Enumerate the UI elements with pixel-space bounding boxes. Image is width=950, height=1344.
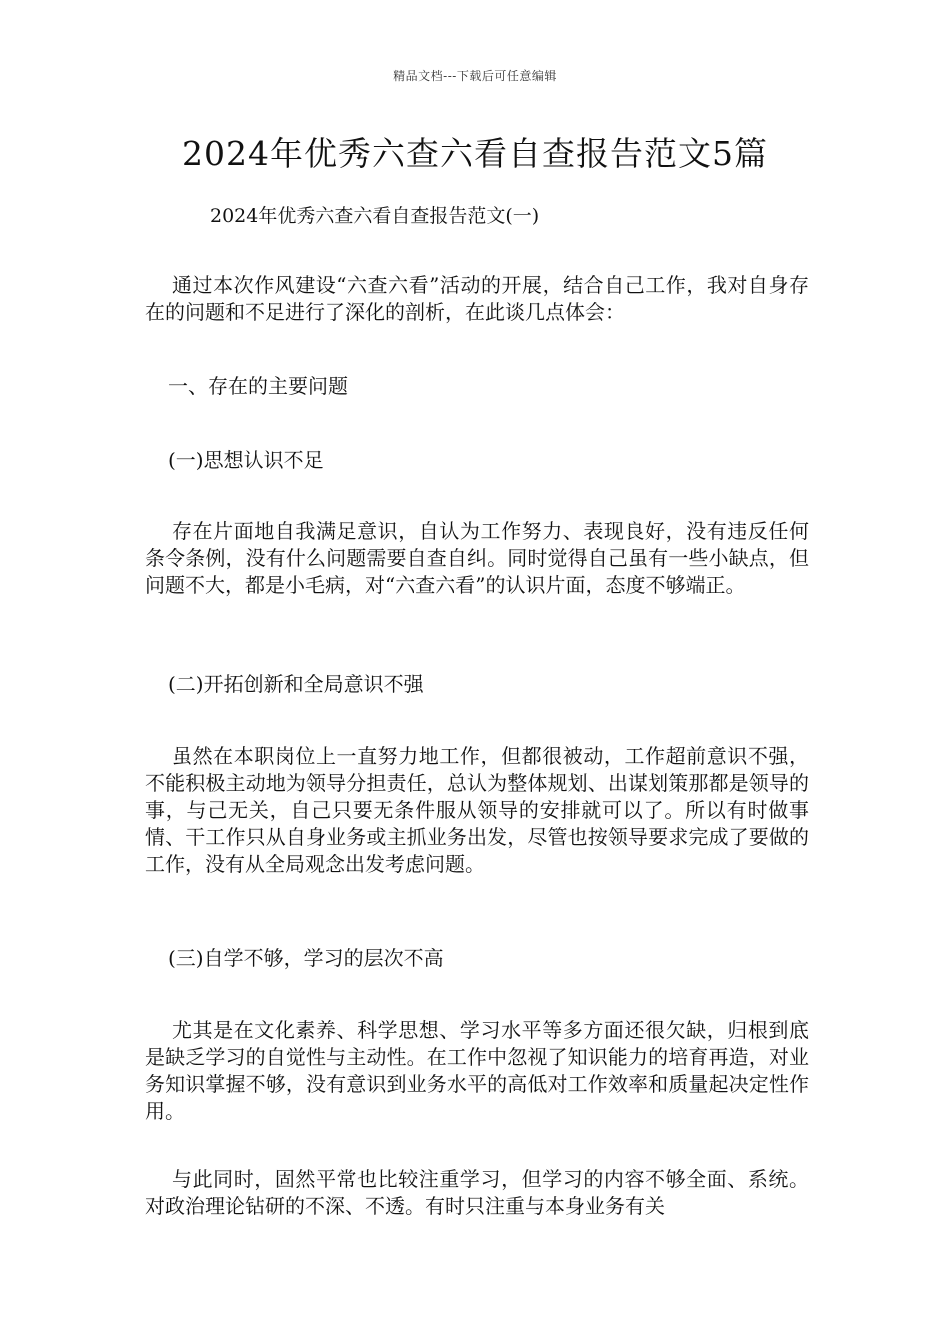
document-title: 2024年优秀六查六看自查报告范文5篇 — [182, 134, 768, 173]
section-subtitle: 2024年优秀六查六看自查报告范文(一) — [210, 205, 540, 227]
page-header: 精品文档---下载后可任意编辑 — [393, 69, 557, 83]
paragraph-innovation: 虽然在本职岗位上一直努力地工作，但都很被动，工作超前意识不强，不能积极主动地为领导分担责任，总认为整体规划、出谋划策那都是领导的事，与己无关，自己只要无条件服从领导的安排就可以了。所以有时做事情、干工作只从自身业务或主抓业务出发，尽管也按领导要求完成了要做的工作，没有从全局观念出发考虑问题。 — [145, 744, 809, 876]
heading-thought-awareness: (一)思想认识不足 — [168, 448, 324, 472]
paragraph-self-study: 尤其是在文化素养、科学思想、学习水平等多方面还很欠缺，归根到底是缺乏学习的自觉性与主动性。在工作中忽视了知识能力的培育再造，对业务知识掌握不够，没有意识到业务水平的高低对工作效率和质量起决定性作用。 — [145, 1018, 809, 1123]
paragraph-intro: 通过本次作风建设“六查六看”活动的开展，结合自己工作，我对自身存在的问题和不足进行了深化的剖析，在此谈几点体会： — [145, 273, 809, 324]
paragraph-thought-awareness: 存在片面地自我满足意识，自认为工作努力、表现良好，没有违反任何条令条例，没有什么问题需要自查自纠。同时觉得自己虽有一些小缺点，但问题不大，都是小毛病，对“六查六看”的认识片面，态度不够端正。 — [145, 519, 809, 597]
heading-innovation: (二)开拓创新和全局意识不强 — [168, 672, 424, 696]
heading-self-study: (三)自学不够，学习的层次不高 — [168, 946, 444, 970]
heading-main-problems: 一、存在的主要问题 — [168, 374, 348, 398]
paragraph-learning-content: 与此同时，固然平常也比较注重学习，但学习的内容不够全面、系统。对政治理论钻研的不深、不透。有时只注重与本身业务有关 — [145, 1167, 809, 1218]
